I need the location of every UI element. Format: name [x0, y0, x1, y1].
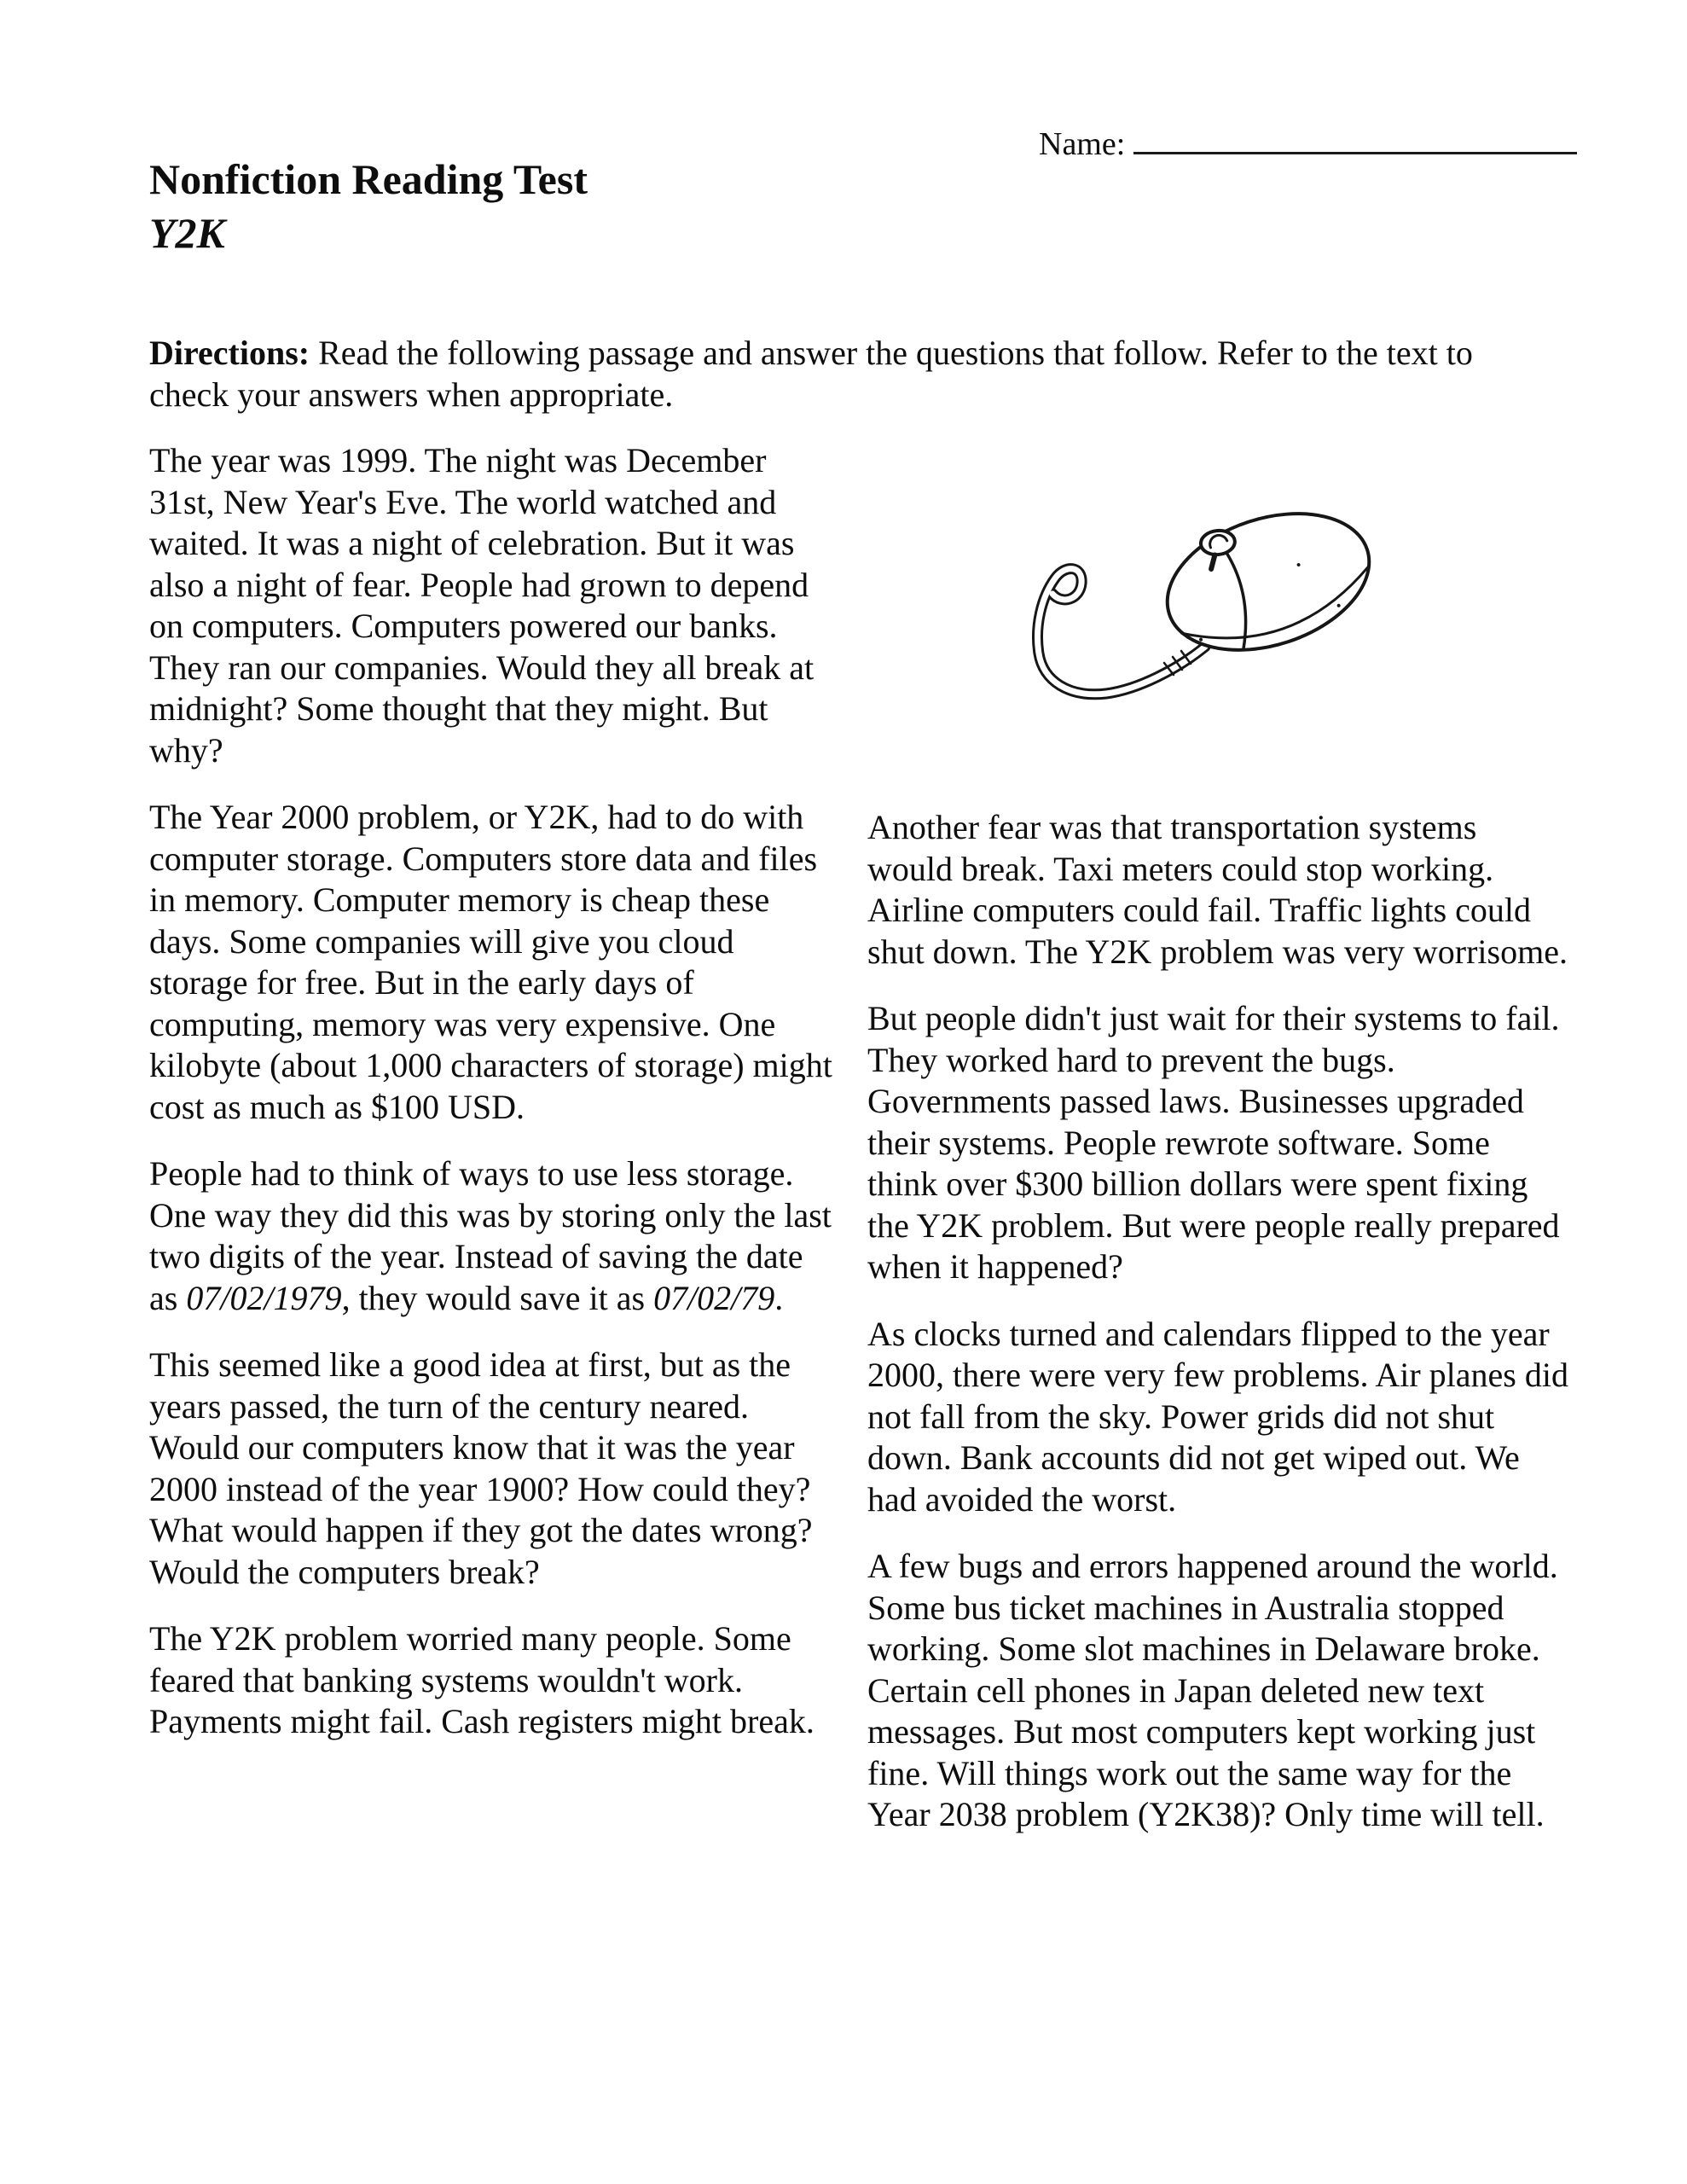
passage-paragraph: People had to think of ways to use less storage. One way they did this was by storing only the last two digits of the year. Instead of saving the date as 07/02/1979, they would save it as 07/02/79. [149, 1154, 832, 1317]
passage [149, 440, 1568, 1862]
passage-paragraph: A few bugs and errors happened around the world. Some bus ticket machines in Australia stopped working. Some slot machines in Delaware broke. Certain cell phones in Japan deleted new text messages. But most computers kept working just fine. Will things work out the same way for the Year 2038 problem (Y2K38)? Only time will tell. [867, 1547, 1558, 1833]
name-label: Name: [1039, 126, 1126, 162]
mouse-body [1148, 488, 1387, 674]
page-title: Nonfiction Reading Test [149, 155, 588, 203]
passage-right-column [867, 440, 1568, 1862]
page-subtitle: Y2K [149, 209, 225, 257]
name-blank-line[interactable] [1133, 118, 1577, 154]
passage-left-column [149, 440, 837, 1862]
passage-paragraph: As clocks turned and calendars flipped to the year 2000, there were very few problems. Air planes did not fall from the sky. Power grids did not shut down. Bank accounts did not get wiped out. We had avoided the worst. [867, 1314, 1568, 1519]
passage-paragraph: The Y2K problem worried many people. Some feared that banking systems wouldn't work. Payments might fail. Cash registers might break. [149, 1619, 815, 1740]
passage-paragraph: But people didn't just wait for their systems to fail. They worked hard to prevent the bugs. Governments passed laws. Businesses upgraded their systems. People rewrote software. Some think over $300 billion dollars were spent fixing the Y2K problem. But were people really prepared when it happened? [867, 999, 1560, 1286]
name-row [1039, 118, 1577, 163]
figure-container [867, 440, 1568, 807]
passage-paragraph: Another fear was that transportation systems would break. Taxi meters could stop working. Airline computers could fail. Traffic lights could shut down. The Y2K problem was very worrisome. [867, 808, 1568, 971]
passage-paragraph: The year was 1999. The night was December 31st, New Year's Eve. The world watched and waited. It was a night of celebration. But it was also a night of fear. People had grown to depend on computers. Computers powered our banks. They ran our companies. Would they all break at midnight? Some thought that they might. But why? [149, 441, 815, 770]
directions-text: Read the following passage and answer the questions that follow. Refer to the text to check your answers when appropriate. [149, 334, 1473, 414]
computer-mouse-icon [978, 488, 1422, 712]
directions [149, 333, 1552, 415]
passage-paragraph: The Year 2000 problem, or Y2K, had to do with computer storage. Computers store data and files in memory. Computer memory is cheap these days. Some companies will give you cloud storage for free. But in the early days of computing, memory was very expensive. One kilobyte (about 1,000 characters of storage) might cost as much as $100 USD. [149, 798, 832, 1126]
passage-paragraph: This seemed like a good idea at first, but as the years passed, the turn of the century neared. Would our computers know that it was the year 2000 instead of the year 1900? How could they? What would happen if they got the dates wrong? Would the computers break? [149, 1345, 813, 1591]
directions-label: Directions: [149, 334, 310, 372]
